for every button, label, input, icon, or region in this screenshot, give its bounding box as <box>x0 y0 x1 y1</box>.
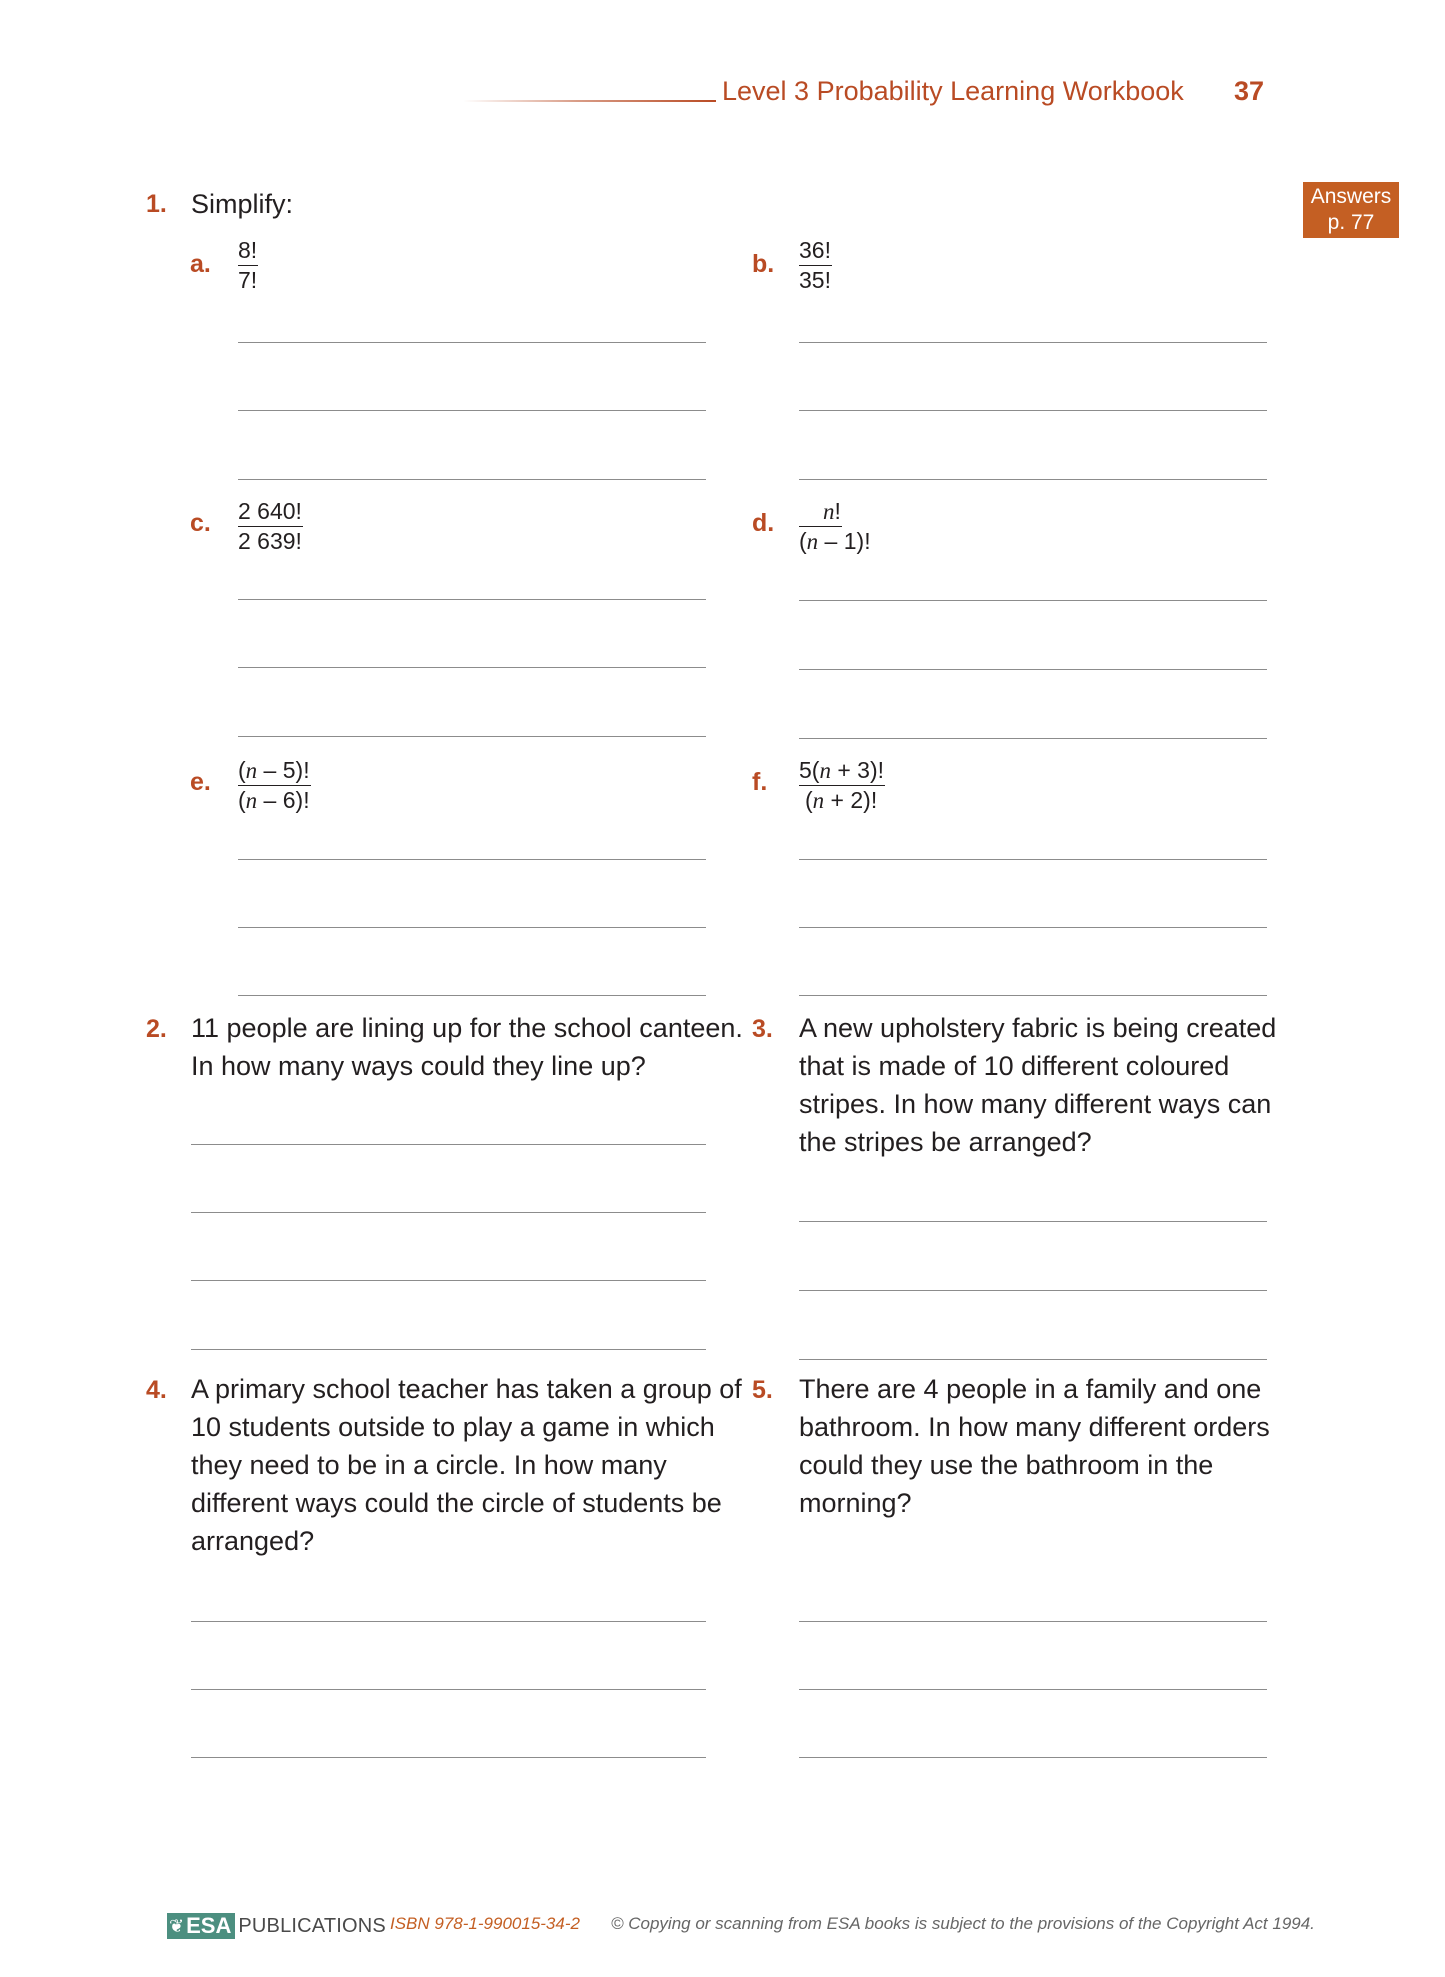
question-2-number: 2. <box>146 1015 167 1043</box>
part-f-denominator-rest: + 2)! <box>824 787 878 813</box>
question-3-line: A new upholstery fabric is being created <box>799 1013 1277 1043</box>
part-d-denominator-rest: – 1)! <box>818 528 871 554</box>
part-e-fraction <box>238 756 311 815</box>
part-c-label: c. <box>190 509 211 537</box>
answer-line[interactable] <box>799 927 1267 928</box>
part-f-numerator-variable: n <box>819 758 831 783</box>
part-d-denominator <box>799 527 871 556</box>
question-4-line: they need to be in a circle. In how many <box>191 1450 667 1480</box>
question-2-text <box>191 1009 743 1085</box>
answer-line[interactable] <box>191 1621 706 1622</box>
part-f-denominator <box>799 786 885 815</box>
answer-line[interactable] <box>799 1290 1267 1291</box>
part-f-label: f. <box>752 768 768 796</box>
part-d-label: d. <box>752 509 775 537</box>
answer-line[interactable] <box>799 600 1267 601</box>
question-3-text <box>799 1009 1276 1161</box>
part-f-numerator-open: 5( <box>799 757 820 783</box>
part-f-numerator <box>799 756 885 786</box>
answers-reference-badge[interactable] <box>1303 182 1399 238</box>
answer-line[interactable] <box>799 410 1267 411</box>
part-b-label: b. <box>752 250 775 278</box>
part-b-fraction <box>799 236 832 295</box>
answer-line[interactable] <box>191 1689 706 1690</box>
answer-line[interactable] <box>238 736 706 737</box>
answer-line[interactable] <box>799 738 1267 739</box>
answer-line[interactable] <box>191 1349 706 1350</box>
part-e-numerator <box>238 756 311 786</box>
question-1-number: 1. <box>146 190 167 218</box>
part-a-fraction <box>238 236 258 295</box>
answer-line[interactable] <box>799 342 1267 343</box>
answer-line[interactable] <box>799 1757 1267 1758</box>
answer-line[interactable] <box>238 479 706 480</box>
part-c-denominator: 2 639! <box>238 528 302 554</box>
part-d-numerator-rest: ! <box>834 498 841 524</box>
part-c-numerator: 2 640! <box>238 497 303 527</box>
esa-logo-text: ESA <box>186 1913 232 1938</box>
question-3-line: the stripes be arranged? <box>799 1127 1092 1157</box>
part-f-numerator-rest: + 3)! <box>830 757 885 783</box>
page-number: 37 <box>1234 76 1265 106</box>
part-a-label: a. <box>190 250 211 278</box>
part-a-numerator: 8! <box>238 236 258 266</box>
answer-line[interactable] <box>799 995 1267 996</box>
answer-line[interactable] <box>799 479 1267 480</box>
answer-line[interactable] <box>238 859 706 860</box>
question-5-line: could they use the bathroom in the <box>799 1450 1214 1480</box>
question-3-number: 3. <box>752 1015 773 1043</box>
question-2-line: In how many ways could they line up? <box>191 1051 646 1081</box>
answer-line[interactable] <box>238 410 706 411</box>
answer-line[interactable] <box>799 1221 1267 1222</box>
part-d-denominator-open: ( <box>799 528 807 554</box>
part-e-denominator-open: ( <box>238 787 246 813</box>
part-e-numerator-rest: – 5)! <box>257 757 310 783</box>
esa-logo-mark <box>167 1913 235 1939</box>
answer-line[interactable] <box>799 859 1267 860</box>
question-5-number: 5. <box>752 1376 773 1404</box>
part-a-denominator: 7! <box>238 267 258 293</box>
leaf-icon: ❦ <box>169 1916 185 1936</box>
answer-line[interactable] <box>238 927 706 928</box>
answer-line[interactable] <box>799 1689 1267 1690</box>
answer-line[interactable] <box>191 1144 706 1145</box>
page-header-title: Level 3 Probability Learning Workbook <box>722 76 1184 106</box>
answers-page: p. 77 <box>1327 211 1375 234</box>
part-f-denominator-variable: n <box>812 788 825 813</box>
answer-line[interactable] <box>799 669 1267 670</box>
answer-line[interactable] <box>191 1757 706 1758</box>
part-e-numerator-variable: n <box>245 758 258 783</box>
publisher-name: PUBLICATIONS <box>238 1914 386 1937</box>
answer-line[interactable] <box>238 599 706 600</box>
question-4-line: 10 students outside to play a game in which <box>191 1412 715 1442</box>
answer-line[interactable] <box>238 667 706 668</box>
answer-line[interactable] <box>799 1359 1267 1360</box>
question-4-number: 4. <box>146 1376 167 1404</box>
answer-line[interactable] <box>238 342 706 343</box>
part-e-numerator-open: ( <box>238 757 246 783</box>
part-e-label: e. <box>190 768 211 796</box>
part-d-denominator-variable: n <box>806 529 819 554</box>
question-4-line: A primary school teacher has taken a group of <box>191 1374 742 1404</box>
answer-line[interactable] <box>191 1280 706 1281</box>
footer-copyright: © Copying or scanning from ESA books is subject to the provisions of the Copyright Act 1994. <box>611 1914 1315 1933</box>
footer-isbn: ISBN 978-1-990015-34-2 <box>390 1914 580 1933</box>
question-5-text <box>799 1370 1270 1522</box>
part-d-numerator-variable: n <box>823 499 835 524</box>
part-d-fraction <box>799 497 871 556</box>
part-f-denominator-open: ( <box>805 787 813 813</box>
part-e-denominator-rest: – 6)! <box>257 787 310 813</box>
question-1-prompt: Simplify: <box>191 189 294 219</box>
part-b-denominator: 35! <box>799 267 831 293</box>
question-4-line: different ways could the circle of students be <box>191 1488 722 1518</box>
part-d-numerator <box>799 497 842 527</box>
question-5-line: There are 4 people in a family and one <box>799 1374 1262 1404</box>
answer-line[interactable] <box>238 995 706 996</box>
question-4-line: arranged? <box>191 1526 315 1556</box>
question-5-line: morning? <box>799 1488 912 1518</box>
header-rule <box>463 100 716 102</box>
answer-line[interactable] <box>799 1621 1267 1622</box>
part-e-denominator-variable: n <box>245 788 258 813</box>
part-f-fraction <box>799 756 885 815</box>
question-3-line: that is made of 10 different coloured <box>799 1051 1230 1081</box>
part-c-fraction <box>238 497 303 556</box>
part-e-denominator <box>238 786 311 815</box>
question-5-line: bathroom. In how many different orders <box>799 1412 1270 1442</box>
answers-label: Answers <box>1310 185 1392 208</box>
answer-line[interactable] <box>191 1212 706 1213</box>
question-3-line: stripes. In how many different ways can <box>799 1089 1272 1119</box>
publisher-logo <box>167 1913 386 1939</box>
part-b-numerator: 36! <box>799 236 832 266</box>
question-2-line: 11 people are lining up for the school canteen. <box>191 1013 743 1043</box>
question-4-text <box>191 1370 742 1560</box>
